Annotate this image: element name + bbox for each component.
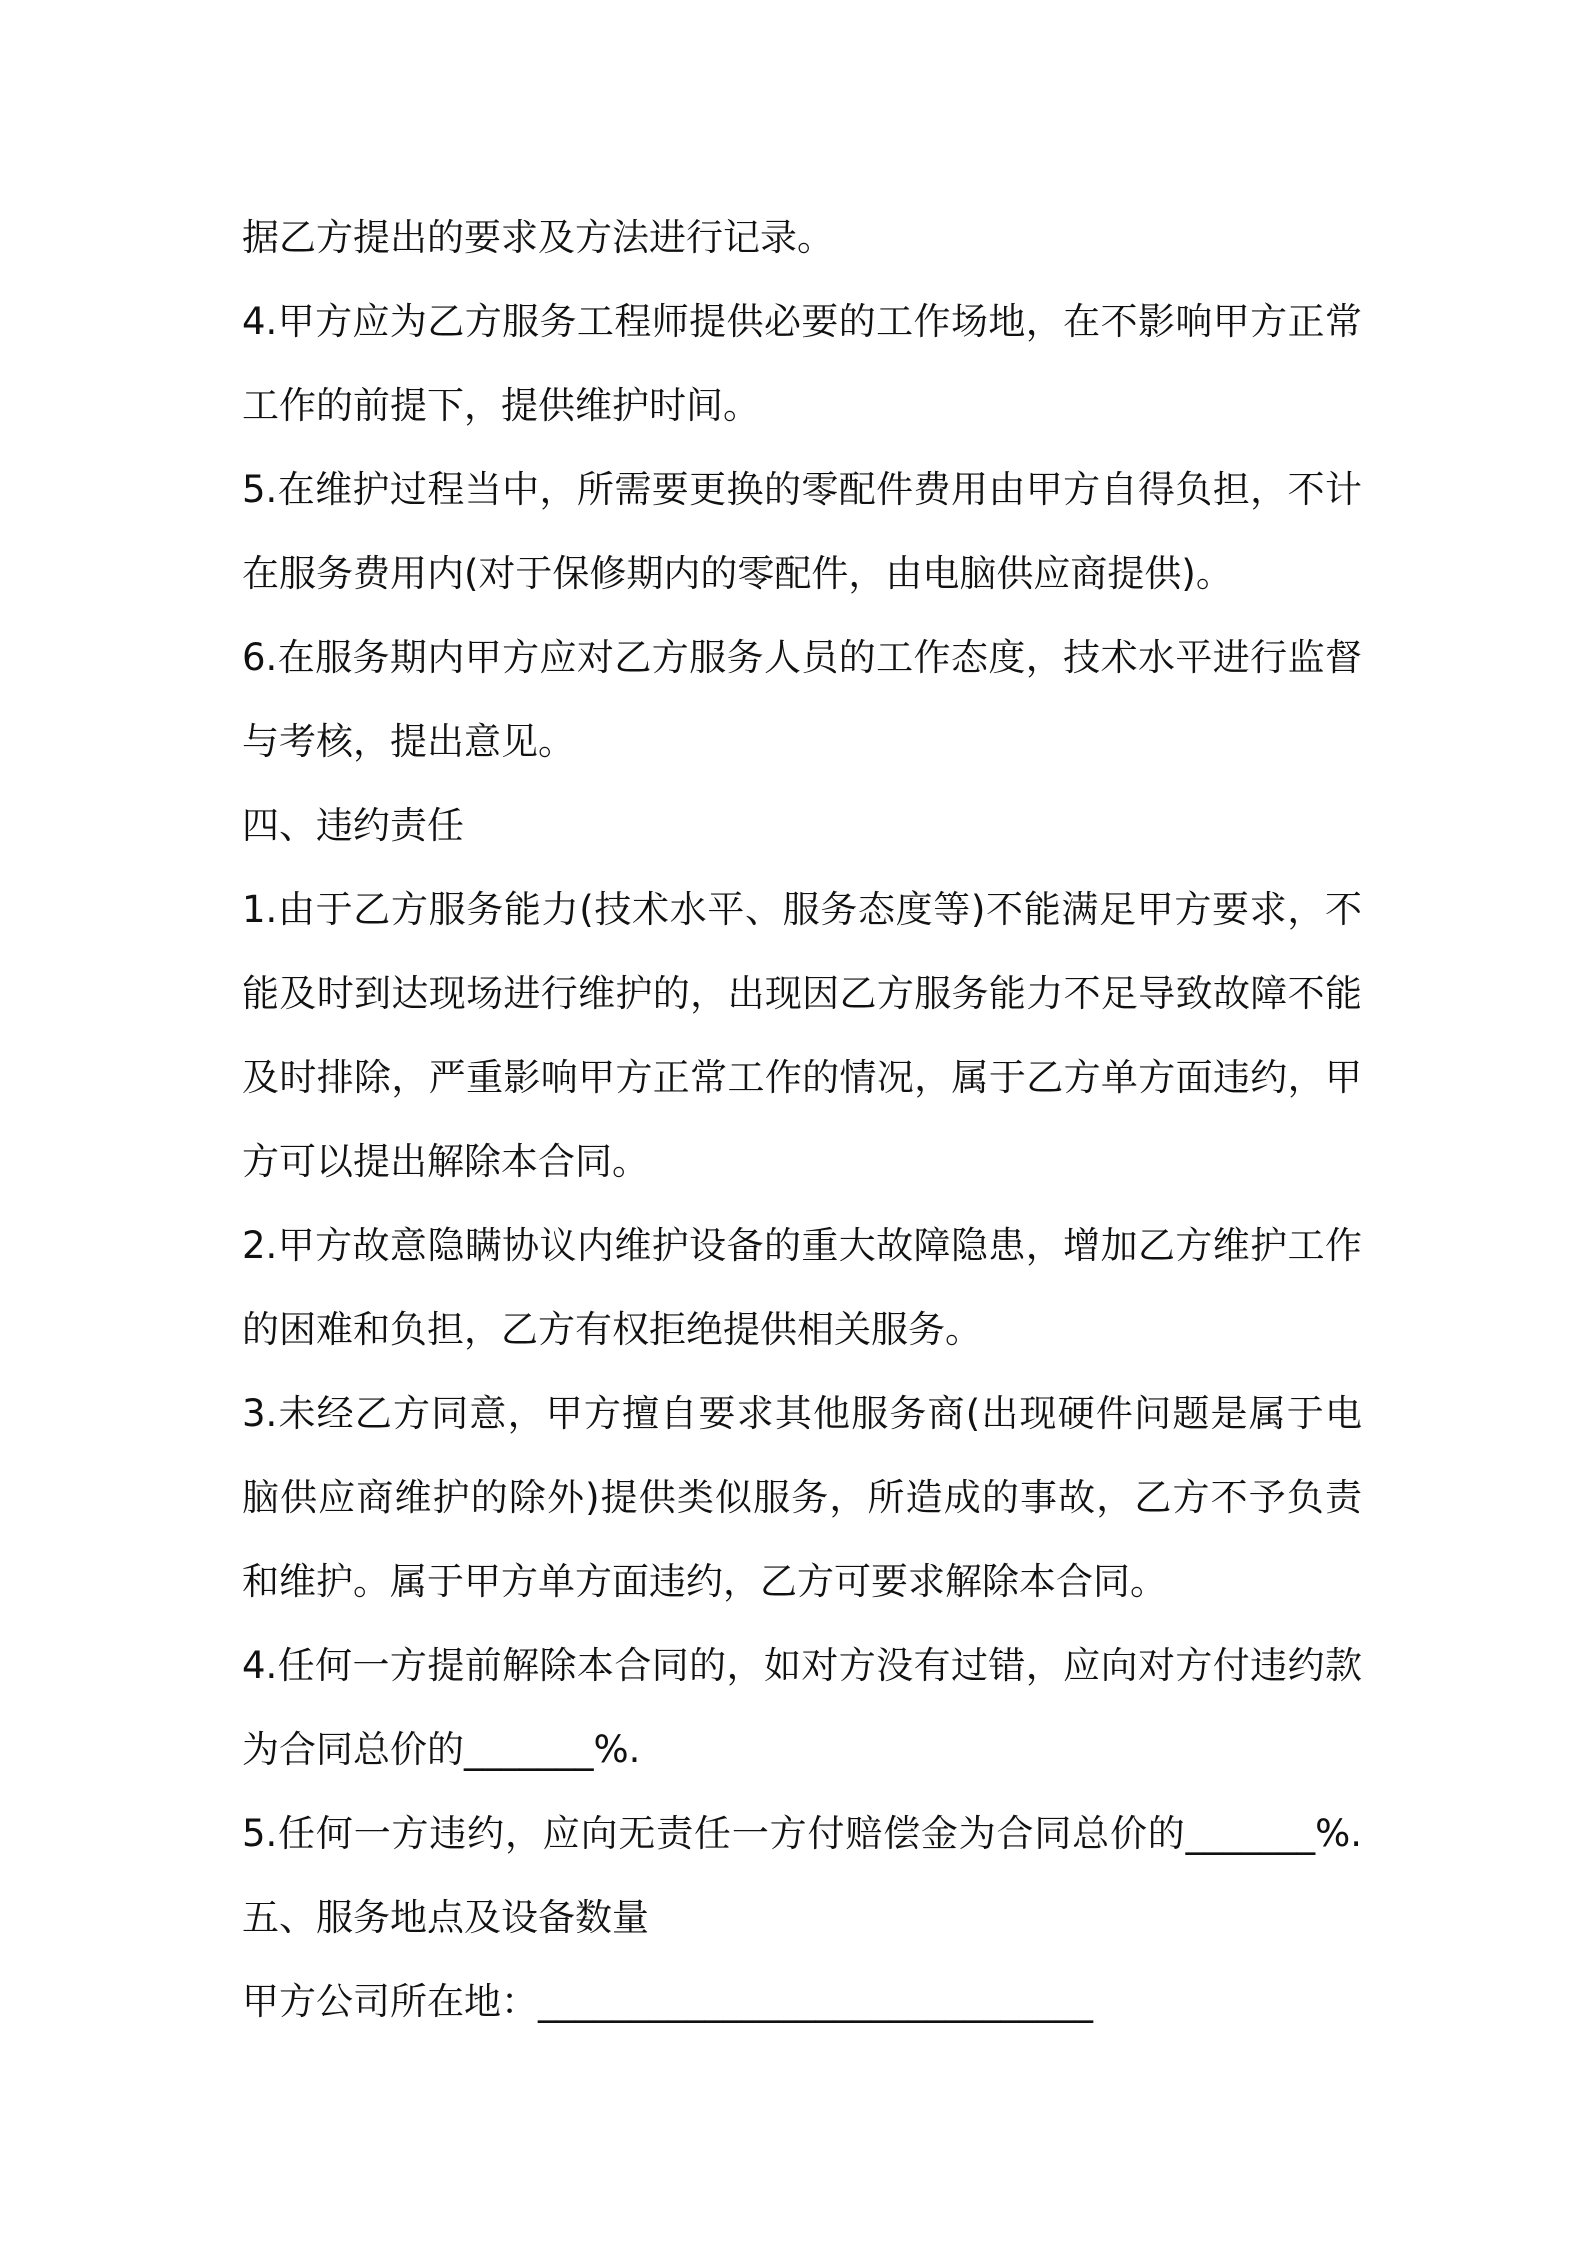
section-heading-5: 五、服务地点及设备数量 [242,1896,649,1939]
text-line-6: 6.在服务期内甲方应对乙方服务人员的工作态度，技术水平进行监督 [242,636,1362,679]
text-line-22: 甲方公司所在地：______________________________ [242,1980,1093,2023]
text-line-20: 5.任何一方违约，应向无责任一方付赔偿金为合同总价的_______%. [242,1812,1362,1855]
text-line-9: 1.由于乙方服务能力(技术水平、服务态度等)不能满足甲方要求，不 [242,888,1362,931]
text-line-11: 及时排除，严重影响甲方正常工作的情况，属于乙方单方面违约，甲 [242,1056,1362,1099]
text-line-18: 4.任何一方提前解除本合同的，如对方没有过错，应向对方付违约款 [242,1644,1362,1687]
text-line-7: 与考核，提出意见。 [242,720,575,763]
text-line-12: 方可以提出解除本合同。 [242,1140,649,1183]
text-line-15: 3.未经乙方同意，甲方擅自要求其他服务商(出现硬件问题是属于电 [242,1392,1362,1435]
text-line-2: 4.甲方应为乙方服务工程师提供必要的工作场地，在不影响甲方正常 [242,300,1362,343]
text-line-1: 据乙方提出的要求及方法进行记录。 [242,216,834,259]
text-line-19: 为合同总价的_______%. [242,1728,641,1771]
text-line-13: 2.甲方故意隐瞒协议内维护设备的重大故障隐患，增加乙方维护工作 [242,1224,1362,1267]
text-line-4: 5.在维护过程当中，所需要更换的零配件费用由甲方自得负担，不计 [242,468,1362,511]
text-line-3: 工作的前提下，提供维护时间。 [242,384,760,427]
text-line-10: 能及时到达现场进行维护的，出现因乙方服务能力不足导致故障不能 [242,972,1362,1015]
text-line-17: 和维护。属于甲方单方面违约，乙方可要求解除本合同。 [242,1560,1167,1603]
section-heading-4: 四、违约责任 [242,804,464,847]
text-line-16: 脑供应商维护的除外)提供类似服务，所造成的事故，乙方不予负责 [242,1476,1362,1519]
document-body [242,196,1362,2044]
text-line-14: 的困难和负担，乙方有权拒绝提供相关服务。 [242,1308,982,1351]
text-line-5: 在服务费用内(对于保修期内的零配件，由电脑供应商提供)。 [242,552,1233,595]
